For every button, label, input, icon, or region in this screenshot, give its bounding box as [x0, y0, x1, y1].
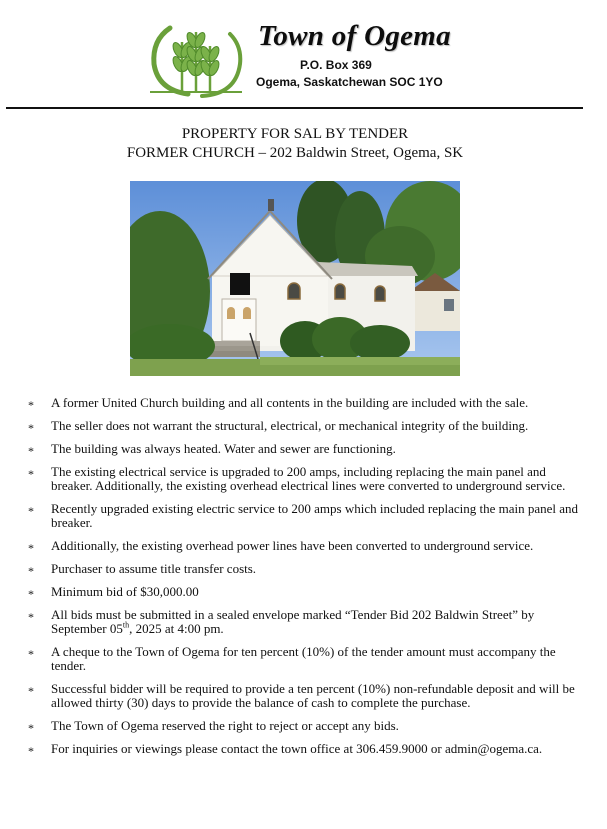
list-item-text: A cheque to the Town of Ogema for ten percent (10%) of the tender amount must accompany the tender.	[51, 644, 556, 673]
list-item	[0, 682, 600, 710]
list-item	[0, 562, 600, 576]
list-item	[0, 539, 600, 553]
bullet-symbol: *	[28, 587, 34, 601]
date-ordinal-suffix: th	[122, 620, 130, 630]
bullet-symbol: *	[28, 421, 34, 435]
list-item	[0, 502, 600, 530]
bullet-symbol: *	[28, 504, 34, 518]
bullet-symbol: *	[28, 610, 34, 624]
list-item	[0, 442, 600, 456]
list-item	[0, 585, 600, 599]
list-item-text: For inquiries or viewings please contact the town office at 306.459.9000 or admin@ogema.ca.	[51, 741, 543, 756]
list-item-text: A former United Church building and all contents in the building are included with the sale.	[51, 395, 529, 410]
town-name: Town of Ogema	[258, 20, 451, 52]
bullet-symbol: *	[28, 721, 34, 735]
bullet-symbol: *	[28, 684, 34, 698]
church-building-photo	[130, 181, 460, 376]
bullet-symbol: *	[28, 398, 34, 412]
list-item-text: Purchaser to assume title transfer costs.	[51, 561, 257, 576]
list-item	[0, 396, 600, 410]
po-box: P.O. Box 369	[300, 58, 372, 72]
list-item-text: Successful bidder will be required to provide a ten percent (10%) non-refundable deposit and will be allowed thirty (30) days to provide the balance of cash to complete the purchase.	[51, 681, 575, 710]
list-item	[0, 608, 600, 636]
bullet-symbol: *	[28, 541, 34, 555]
list-item	[0, 465, 600, 493]
list-item	[0, 742, 600, 756]
list-item-text: All bids must be submitted in a sealed envelope marked “Tender Bid 202 Baldwin Street” by September 05	[51, 607, 535, 636]
tender-heading: PROPERTY FOR SAL BY TENDER	[181, 126, 409, 142]
bullet-symbol: *	[28, 467, 34, 481]
list-item-text: The existing electrical service is upgraded to 200 amps, including replacing the main panel and breaker. Additionally, the existing overhead electrical lines were converted to underground service.	[51, 464, 566, 493]
list-item	[0, 645, 600, 673]
property-heading: FORMER CHURCH – 202 Baldwin Street, Ogema, SK	[126, 145, 464, 161]
list-item-text: The building was always heated. Water and sewer are functioning.	[51, 441, 396, 456]
header-divider	[6, 107, 583, 109]
bullet-symbol: *	[28, 444, 34, 458]
bullet-symbol: *	[28, 647, 34, 661]
bullet-symbol: *	[28, 744, 34, 758]
list-item-text: Minimum bid of $30,000.00	[51, 584, 199, 599]
list-item-text: The Town of Ogema reserved the right to reject or accept any bids.	[51, 718, 399, 733]
wheat-logo-icon	[148, 20, 244, 100]
letterhead	[0, 0, 607, 108]
list-item	[0, 419, 600, 433]
list-item-text-end: , 2025 at 4:00 pm.	[129, 621, 224, 636]
list-item	[0, 719, 600, 733]
list-item-text: Additionally, the existing overhead power lines have been converted to underground service.	[51, 538, 534, 553]
list-item-text: Recently upgraded existing electric service to 200 amps which included replacing the main panel and breaker.	[51, 501, 579, 530]
tender-details-list	[0, 396, 600, 765]
bullet-symbol: *	[28, 564, 34, 578]
list-item-text: The seller does not warrant the structural, electrical, or mechanical integrity of the building.	[51, 418, 529, 433]
town-address: Ogema, Saskatchewan SOC 1YO	[256, 75, 443, 89]
